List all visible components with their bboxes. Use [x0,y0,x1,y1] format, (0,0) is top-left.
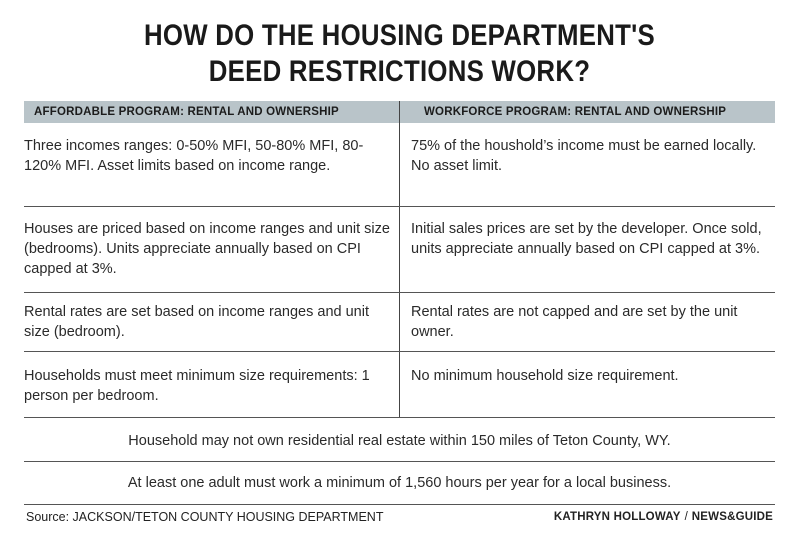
row-divider [24,504,775,505]
row-divider [24,206,775,207]
affordable-cell: Rental rates are set based on income ranges and unit size (bedroom). [24,304,369,340]
author-credit: KATHRYN HOLLOWAY [553,511,681,523]
outlet-name: NEWS&GUIDE [691,511,773,523]
source-credit: Source: JACKSON/TETON COUNTY HOUSING DEPARTMENT [26,510,384,524]
table-row [24,136,775,176]
title-line-1: HOW DO THE HOUSING DEPARTMENT'S [143,19,656,52]
workforce-cell: 75% of the houshold’s income must be earned locally. No asset limit. [411,138,757,174]
title-line-2: DEED RESTRICTIONS WORK? [208,55,591,88]
byline [554,511,773,523]
row-divider [24,351,775,352]
table-row [24,302,775,342]
row-divider [24,417,775,418]
header-affordable: AFFORDABLE PROGRAM: RENTAL AND OWNERSHIP [34,106,339,118]
workforce-cell: Initial sales prices are set by the developer. Once sold, units appreciate annually based on CPI capped at 3%. [411,221,762,257]
shared-requirement: Household may not own residential real estate within 150 miles of Teton County, WY. [128,433,671,449]
byline-separator: / [684,511,688,523]
header-workforce: WORKFORCE PROGRAM: RENTAL AND OWNERSHIP [424,106,727,118]
workforce-cell: No minimum household size requirement. [411,368,679,384]
affordable-cell: Three incomes ranges: 0-50% MFI, 50-80% MFI, 80-120% MFI. Asset limits based on income range. [24,138,364,174]
workforce-cell: Rental rates are not capped and are set by the unit owner. [411,304,738,340]
page-title [56,18,743,90]
affordable-cell: Households must meet minimum size requirements: 1 person per bedroom. [24,368,370,404]
table-row [24,219,775,279]
row-divider [24,292,775,293]
table-row [24,366,775,406]
shared-requirement: At least one adult must work a minimum of 1,560 hours per year for a local business. [127,475,672,491]
affordable-cell: Houses are priced based on income ranges and unit size (bedrooms). Units appreciate annually based on CPI capped at 3%. [24,221,390,277]
row-divider [24,461,775,462]
